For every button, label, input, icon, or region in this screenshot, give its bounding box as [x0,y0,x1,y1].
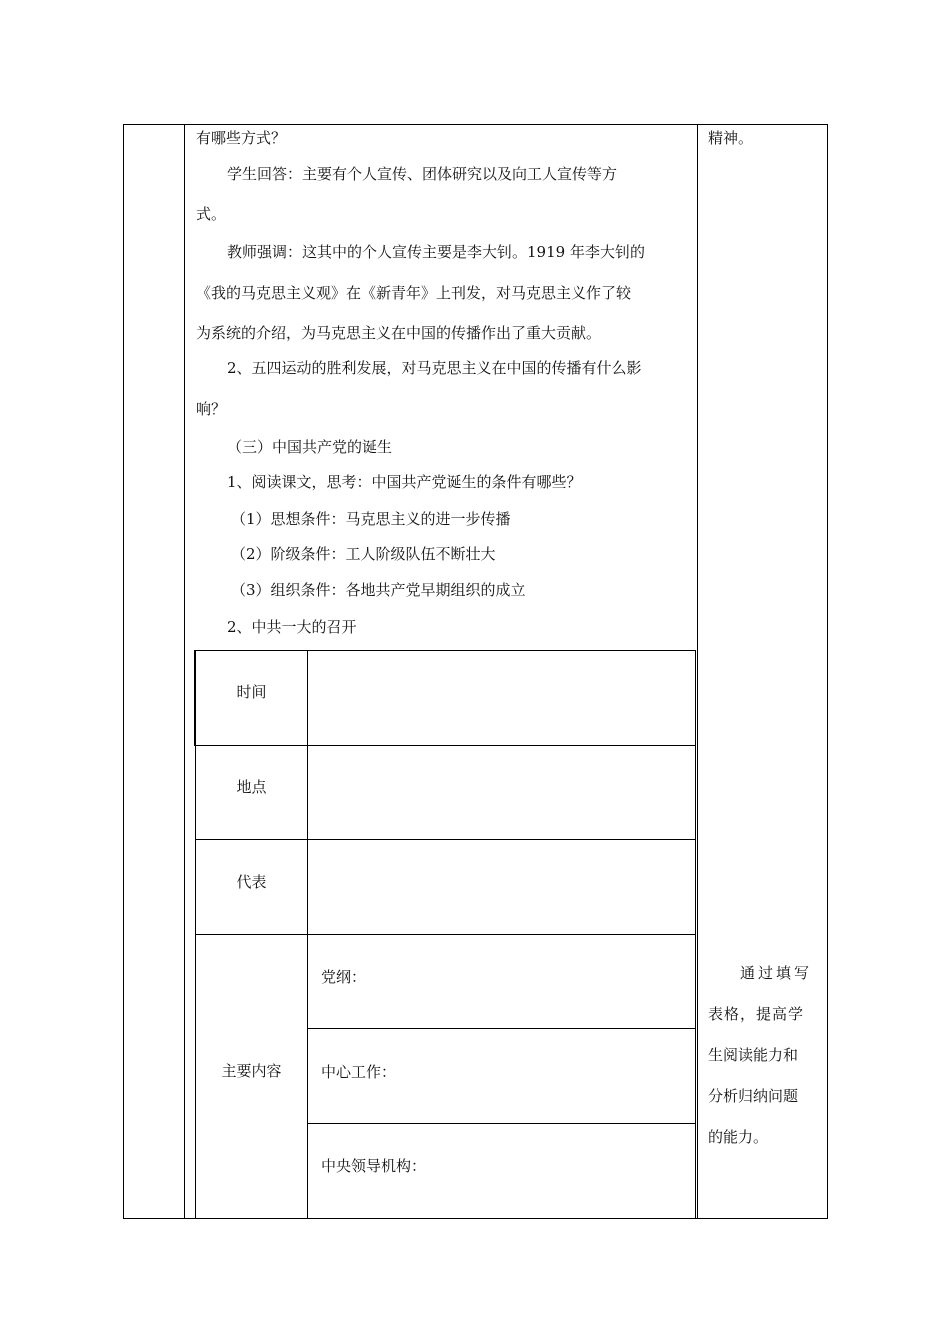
list-item: （3）组织条件：各地共产党早期组织的成立 [231,581,526,599]
inner-row-divider [195,934,696,935]
row-label-time: 时间 [236,683,267,701]
row-label-delegates: 代表 [236,873,267,891]
inner-left-border [195,745,196,1219]
field-central-work: 中心工作： [321,1063,397,1081]
outer-right-border [827,124,828,1219]
paragraph-line: 为系统的介绍，为马克思主义在中国的传播作出了重大贡献。 [196,324,602,342]
paragraph-line: 教师强调：这其中的个人宣传主要是李大钊。1919 年李大钊的 [227,243,645,261]
side-note-line: 通过填写 [740,964,813,982]
row-label-place: 地点 [236,778,267,796]
paragraph-line: 有哪些方式？ [196,129,287,147]
field-party-program: 党纲： [321,968,367,986]
side-note-line: 表格，提高学 [708,1005,805,1023]
column-divider-2 [697,124,698,1219]
side-note-line: 的能力。 [708,1128,769,1146]
field-central-leadership: 中央领导机构： [321,1157,427,1175]
paragraph-line: 响？ [196,400,227,418]
outer-top-border [123,124,828,125]
paragraph-line: 2、五四运动的胜利发展，对马克思主义在中国的传播有什么影 [227,359,642,377]
column-divider-1 [184,124,185,1219]
list-item: （1）思想条件：马克思主义的进一步传播 [231,510,511,528]
paragraph-line: 式。 [196,205,227,223]
paragraph-line: 2、中共一大的召开 [227,618,357,636]
inner-top-border [194,650,696,651]
paragraph-line: 1、阅读课文，思考：中国共产党诞生的条件有哪些？ [227,473,582,491]
inner-subrow-divider [307,1123,696,1124]
section-heading: （三）中国共产党的诞生 [227,438,393,456]
side-note-line: 分析归纳问题 [708,1087,799,1105]
outer-left-border [123,124,124,1219]
list-item: （2）阶级条件：工人阶级队伍不断壮大 [231,545,496,563]
outer-bottom-border [123,1218,828,1219]
side-note-line: 生阅读能力和 [708,1046,799,1064]
paragraph-line: 学生回答：主要有个人宣传、团体研究以及向工人宣传等方 [227,165,618,183]
row-label-main-content: 主要内容 [221,1062,282,1080]
inner-row-divider [195,839,696,840]
inner-row-divider [195,745,696,746]
inner-subrow-divider [307,1028,696,1029]
paragraph-line: 《我的马克思主义观》在《新青年》上刊发，对马克思主义作了较 [196,284,632,302]
side-top-text: 精神。 [708,129,754,147]
